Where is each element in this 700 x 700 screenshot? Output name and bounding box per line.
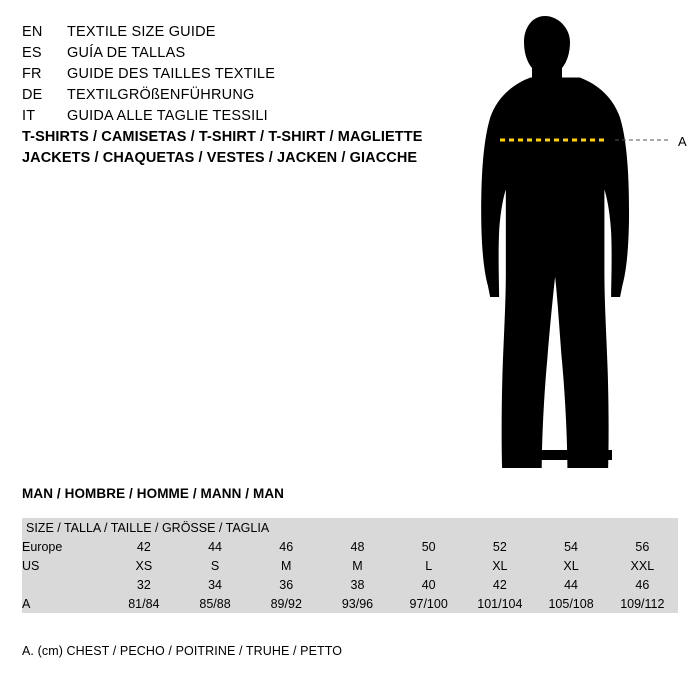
language-code: FR [22,66,42,82]
cell: 54 [535,537,606,556]
cell: XS [108,556,179,575]
male-silhouette-icon [470,8,700,468]
cell: 46 [251,537,322,556]
cell: M [251,556,322,575]
language-row [22,24,482,45]
garment-line-tshirts: T-SHIRTS / CAMISETAS / T-SHIRT / T-SHIRT / MAGLIETTE [22,129,423,145]
cell: 34 [179,575,250,594]
cell: 93/96 [322,594,393,613]
figure-illustration [470,8,700,468]
language-title: GUIDE DES TAILLES TEXTILE [67,66,276,82]
cell: L [393,556,464,575]
cell: 44 [535,575,606,594]
language-row [22,66,482,87]
cell: 50 [393,537,464,556]
table-header-row [22,518,678,537]
footnote-chest: A. (cm) CHEST / PECHO / POITRINE / TRUHE / PETTO [22,644,343,658]
language-title: GUIDA ALLE TAGLIE TESSILI [67,108,268,124]
language-title: TEXTILE SIZE GUIDE [67,24,216,40]
cell: 42 [108,537,179,556]
section-title-man: MAN / HOMBRE / HOMME / MANN / MAN [22,486,285,501]
cell: 97/100 [393,594,464,613]
row-label: A [22,594,108,613]
cell: 85/88 [179,594,250,613]
language-row [22,87,482,108]
cell: 48 [322,537,393,556]
language-row [22,108,482,129]
cell: 81/84 [108,594,179,613]
table-row [22,556,678,575]
cell: 105/108 [535,594,606,613]
cell: 109/112 [607,594,678,613]
row-label: US [22,556,108,575]
table-row [22,575,678,594]
language-header-block [22,24,482,129]
cell: S [179,556,250,575]
language-code: EN [22,24,43,40]
cell: XL [535,556,606,575]
cell: 40 [393,575,464,594]
language-row [22,45,482,66]
cell: 46 [607,575,678,594]
table-row [22,594,678,613]
cell: 44 [179,537,250,556]
measure-label-a: A [678,134,687,149]
cell: XL [464,556,535,575]
cell: 42 [464,575,535,594]
cell: 101/104 [464,594,535,613]
language-title: TEXTILGRÖßENFÜHRUNG [67,87,255,103]
cell: 52 [464,537,535,556]
table-header-label: SIZE / TALLA / TAILLE / GRÖSSE / TAGLIA [22,518,678,537]
garment-type-lines [22,127,492,169]
garment-line-jackets: JACKETS / CHAQUETAS / VESTES / JACKEN / GIACCHE [22,150,418,166]
table-row [22,537,678,556]
cell: 32 [108,575,179,594]
cell: 56 [607,537,678,556]
cell: M [322,556,393,575]
cell: 36 [251,575,322,594]
cell: 38 [322,575,393,594]
row-label [22,575,108,594]
language-code: ES [22,45,42,61]
language-code: IT [22,108,36,124]
language-title: GUÍA DE TALLAS [67,45,186,61]
size-table [22,518,678,613]
cell: 89/92 [251,594,322,613]
language-code: DE [22,87,43,103]
row-label: Europe [22,537,108,556]
cell: XXL [607,556,678,575]
